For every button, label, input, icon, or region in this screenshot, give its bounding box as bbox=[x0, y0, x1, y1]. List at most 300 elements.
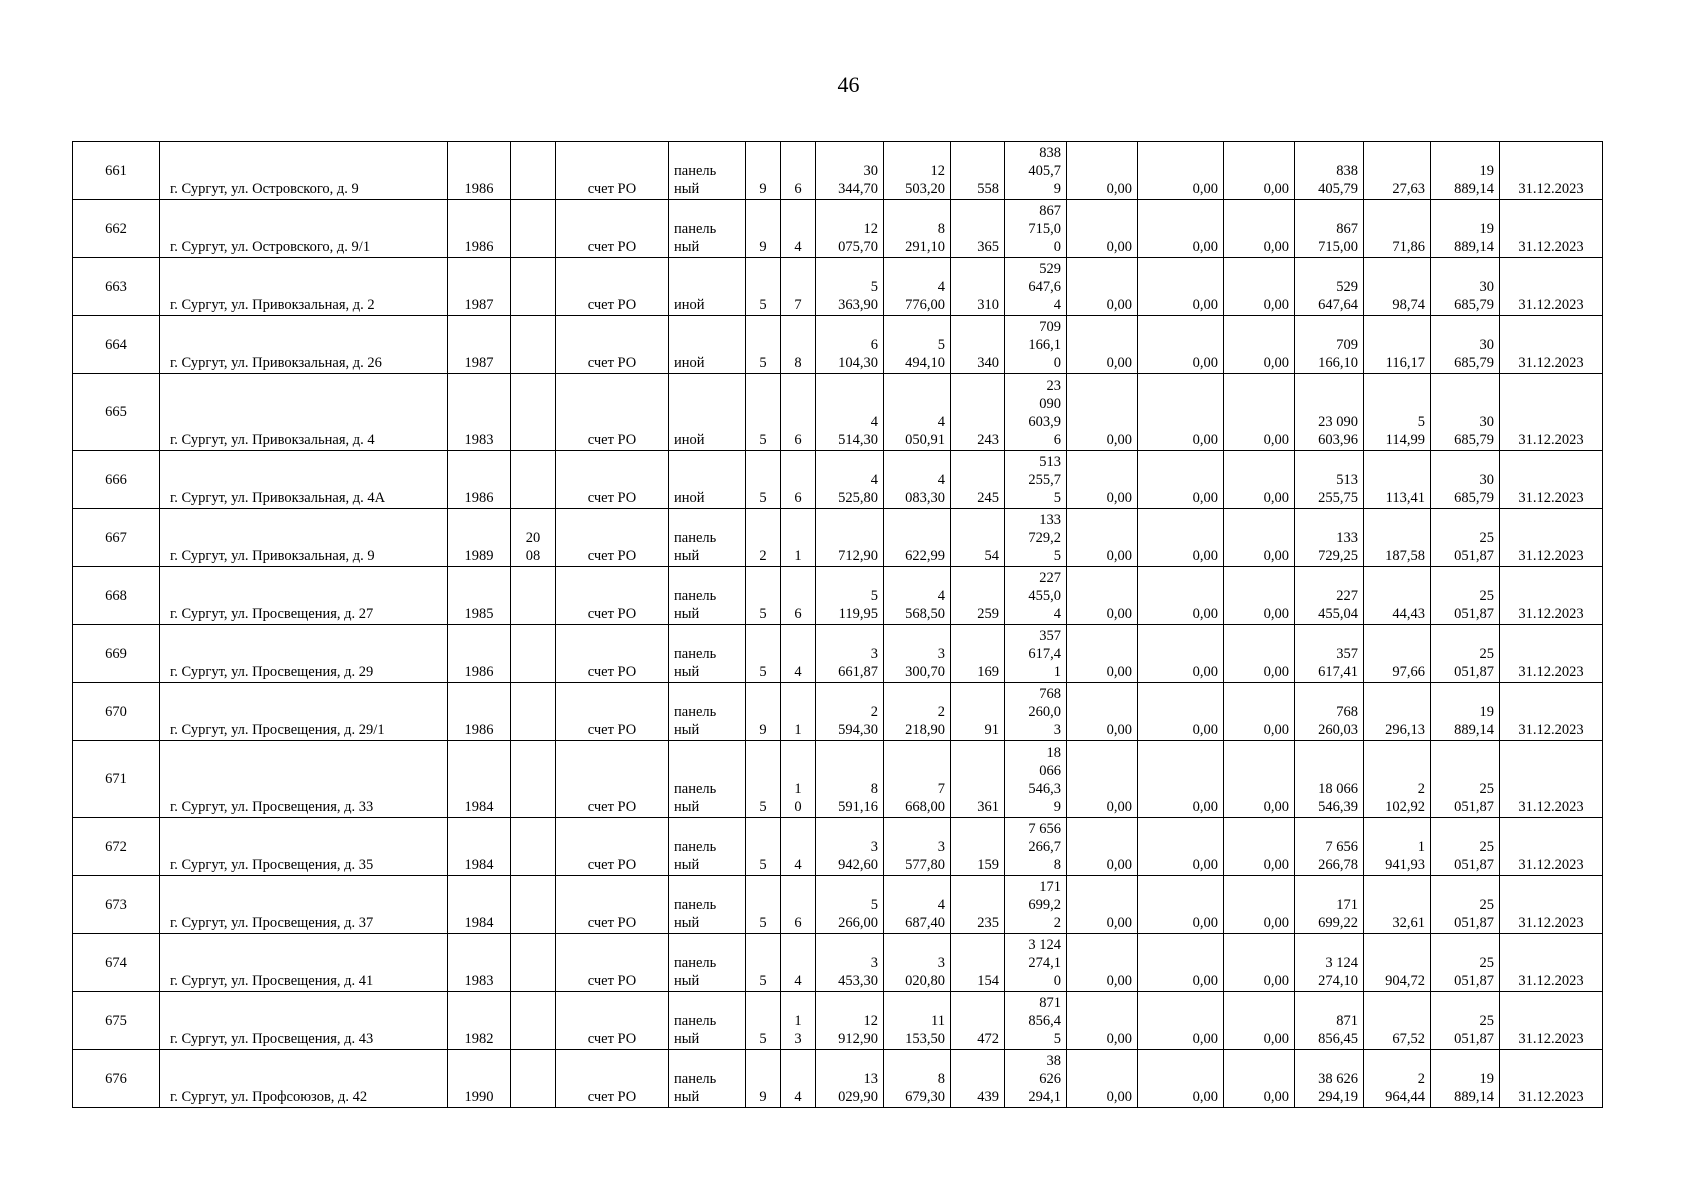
cell-number: 672 bbox=[73, 818, 160, 876]
cell-cost-total: 18 066 546,3 9 bbox=[1005, 741, 1067, 818]
cell-address: г. Сургут, ул. Просвещения, д. 37 bbox=[160, 876, 448, 934]
cell-wall-material: панель ный bbox=[669, 509, 746, 567]
cell-fund-c: 0,00 bbox=[1224, 509, 1295, 567]
cell-limit-per-m2: 25 051,87 bbox=[1431, 567, 1500, 625]
cell-owners-funds: 18 066 546,39 bbox=[1295, 741, 1364, 818]
cell-cost-total: 38 626 294,1 bbox=[1005, 1050, 1067, 1108]
cell-entrances: 4 bbox=[781, 934, 816, 992]
cell-year-built: 1986 bbox=[448, 683, 511, 741]
cell-fund-a: 0,00 bbox=[1067, 876, 1138, 934]
cell-number: 665 bbox=[73, 374, 160, 451]
cell-owners-funds: 7 656 266,78 bbox=[1295, 818, 1364, 876]
cell-floors: 5 bbox=[746, 374, 781, 451]
cell-entrances: 4 bbox=[781, 625, 816, 683]
cell-limit-per-m2: 30 685,79 bbox=[1431, 316, 1500, 374]
cell-cost-total: 709 166,1 0 bbox=[1005, 316, 1067, 374]
cell-year-secondary bbox=[511, 683, 556, 741]
cell-account-type: счет РО bbox=[556, 1050, 669, 1108]
table-row bbox=[73, 625, 1603, 683]
cell-fund-c: 0,00 bbox=[1224, 1050, 1295, 1108]
cell-deadline: 31.12.2023 bbox=[1500, 316, 1603, 374]
cell-fund-a: 0,00 bbox=[1067, 200, 1138, 258]
cell-wall-material: иной bbox=[669, 316, 746, 374]
cell-deadline: 31.12.2023 bbox=[1500, 741, 1603, 818]
cell-area-total: 712,90 bbox=[816, 509, 884, 567]
cell-fund-b: 0,00 bbox=[1138, 992, 1224, 1050]
cell-cost-total: 768 260,0 3 bbox=[1005, 683, 1067, 741]
cell-year-secondary bbox=[511, 876, 556, 934]
cell-cost-total: 7 656 266,7 8 bbox=[1005, 818, 1067, 876]
cell-year-secondary bbox=[511, 625, 556, 683]
cell-year-built: 1986 bbox=[448, 451, 511, 509]
cell-fund-b: 0,00 bbox=[1138, 876, 1224, 934]
cell-area-total: 6 104,30 bbox=[816, 316, 884, 374]
cell-entrances: 4 bbox=[781, 1050, 816, 1108]
cell-number: 676 bbox=[73, 1050, 160, 1108]
cell-address: г. Сургут, ул. Островского, д. 9 bbox=[160, 142, 448, 200]
cell-fund-a: 0,00 bbox=[1067, 1050, 1138, 1108]
cell-address: г. Сургут, ул. Профсоюзов, д. 42 bbox=[160, 1050, 448, 1108]
cell-address: г. Сургут, ул. Просвещения, д. 29/1 bbox=[160, 683, 448, 741]
cell-cost-total: 23 090 603,9 6 bbox=[1005, 374, 1067, 451]
cell-entrances: 1 0 bbox=[781, 741, 816, 818]
cell-fund-b: 0,00 bbox=[1138, 818, 1224, 876]
cell-account-type: счет РО bbox=[556, 741, 669, 818]
cell-floors: 5 bbox=[746, 316, 781, 374]
table-row bbox=[73, 258, 1603, 316]
cell-year-built: 1990 bbox=[448, 1050, 511, 1108]
cell-limit-per-m2: 19 889,14 bbox=[1431, 1050, 1500, 1108]
cell-area-total: 4 525,80 bbox=[816, 451, 884, 509]
cell-fund-c: 0,00 bbox=[1224, 451, 1295, 509]
cell-deadline: 31.12.2023 bbox=[1500, 683, 1603, 741]
cell-area-total: 5 119,95 bbox=[816, 567, 884, 625]
cell-owners-funds: 529 647,64 bbox=[1295, 258, 1364, 316]
cell-deadline: 31.12.2023 bbox=[1500, 567, 1603, 625]
table-row bbox=[73, 509, 1603, 567]
cell-wall-material: панель ный bbox=[669, 625, 746, 683]
cell-entrances: 8 bbox=[781, 316, 816, 374]
cell-address: г. Сургут, ул. Привокзальная, д. 2 bbox=[160, 258, 448, 316]
cell-number: 671 bbox=[73, 741, 160, 818]
cell-cost-per-m2: 98,74 bbox=[1364, 258, 1431, 316]
cell-address: г. Сургут, ул. Просвещения, д. 29 bbox=[160, 625, 448, 683]
cell-cost-per-m2: 1 941,93 bbox=[1364, 818, 1431, 876]
cell-floors: 9 bbox=[746, 683, 781, 741]
cell-year-secondary bbox=[511, 934, 556, 992]
cell-floors: 5 bbox=[746, 992, 781, 1050]
cell-cost-total: 529 647,6 4 bbox=[1005, 258, 1067, 316]
table-body bbox=[73, 142, 1603, 1108]
cell-fund-b: 0,00 bbox=[1138, 567, 1224, 625]
cell-area-total: 30 344,70 bbox=[816, 142, 884, 200]
cell-floors: 2 bbox=[746, 509, 781, 567]
cell-wall-material: панель ный bbox=[669, 142, 746, 200]
cell-number: 661 bbox=[73, 142, 160, 200]
cell-area-living: 4 776,00 bbox=[884, 258, 951, 316]
table-row bbox=[73, 818, 1603, 876]
cell-fund-a: 0,00 bbox=[1067, 567, 1138, 625]
cell-floors: 5 bbox=[746, 625, 781, 683]
cell-fund-a: 0,00 bbox=[1067, 818, 1138, 876]
cell-number: 668 bbox=[73, 567, 160, 625]
cell-address: г. Сургут, ул. Привокзальная, д. 9 bbox=[160, 509, 448, 567]
cell-limit-per-m2: 19 889,14 bbox=[1431, 200, 1500, 258]
cell-fund-b: 0,00 bbox=[1138, 200, 1224, 258]
table-row bbox=[73, 934, 1603, 992]
cell-address: г. Сургут, ул. Просвещения, д. 27 bbox=[160, 567, 448, 625]
cell-limit-per-m2: 30 685,79 bbox=[1431, 451, 1500, 509]
cell-owners-funds: 871 856,45 bbox=[1295, 992, 1364, 1050]
cell-limit-per-m2: 25 051,87 bbox=[1431, 992, 1500, 1050]
cell-account-type: счет РО bbox=[556, 316, 669, 374]
cell-account-type: счет РО bbox=[556, 451, 669, 509]
cell-cost-total: 357 617,4 1 bbox=[1005, 625, 1067, 683]
cell-owners-funds: 838 405,79 bbox=[1295, 142, 1364, 200]
cell-floors: 9 bbox=[746, 1050, 781, 1108]
cell-account-type: счет РО bbox=[556, 876, 669, 934]
cell-wall-material: панель ный bbox=[669, 741, 746, 818]
cell-limit-per-m2: 25 051,87 bbox=[1431, 509, 1500, 567]
cell-deadline: 31.12.2023 bbox=[1500, 934, 1603, 992]
cell-wall-material: иной bbox=[669, 258, 746, 316]
cell-limit-per-m2: 30 685,79 bbox=[1431, 374, 1500, 451]
cell-address: г. Сургут, ул. Островского, д. 9/1 bbox=[160, 200, 448, 258]
cell-wall-material: панель ный bbox=[669, 200, 746, 258]
cell-year-secondary bbox=[511, 258, 556, 316]
cell-fund-a: 0,00 bbox=[1067, 374, 1138, 451]
cell-owners-funds: 513 255,75 bbox=[1295, 451, 1364, 509]
cell-cost-per-m2: 67,52 bbox=[1364, 992, 1431, 1050]
cell-fund-c: 0,00 bbox=[1224, 200, 1295, 258]
cell-address: г. Сургут, ул. Привокзальная, д. 26 bbox=[160, 316, 448, 374]
cell-owners-funds: 709 166,10 bbox=[1295, 316, 1364, 374]
cell-number: 664 bbox=[73, 316, 160, 374]
cell-year-built: 1986 bbox=[448, 200, 511, 258]
cell-residents: 310 bbox=[951, 258, 1005, 316]
cell-deadline: 31.12.2023 bbox=[1500, 258, 1603, 316]
cell-residents: 439 bbox=[951, 1050, 1005, 1108]
cell-year-built: 1987 bbox=[448, 316, 511, 374]
cell-area-living: 4 687,40 bbox=[884, 876, 951, 934]
cell-owners-funds: 3 124 274,10 bbox=[1295, 934, 1364, 992]
cell-cost-per-m2: 113,41 bbox=[1364, 451, 1431, 509]
housing-registry-table bbox=[72, 141, 1603, 1108]
cell-fund-a: 0,00 bbox=[1067, 142, 1138, 200]
cell-entrances: 1 bbox=[781, 683, 816, 741]
cell-wall-material: панель ный bbox=[669, 567, 746, 625]
cell-area-total: 13 029,90 bbox=[816, 1050, 884, 1108]
cell-area-living: 8 291,10 bbox=[884, 200, 951, 258]
cell-cost-total: 133 729,2 5 bbox=[1005, 509, 1067, 567]
table-row bbox=[73, 741, 1603, 818]
cell-area-living: 11 153,50 bbox=[884, 992, 951, 1050]
cell-residents: 472 bbox=[951, 992, 1005, 1050]
cell-area-total: 4 514,30 bbox=[816, 374, 884, 451]
cell-wall-material: панель ный bbox=[669, 876, 746, 934]
cell-owners-funds: 171 699,22 bbox=[1295, 876, 1364, 934]
cell-year-secondary: 20 08 bbox=[511, 509, 556, 567]
cell-fund-a: 0,00 bbox=[1067, 625, 1138, 683]
cell-fund-b: 0,00 bbox=[1138, 1050, 1224, 1108]
cell-residents: 154 bbox=[951, 934, 1005, 992]
cell-limit-per-m2: 25 051,87 bbox=[1431, 625, 1500, 683]
cell-year-secondary bbox=[511, 567, 556, 625]
cell-fund-c: 0,00 bbox=[1224, 818, 1295, 876]
cell-year-built: 1982 bbox=[448, 992, 511, 1050]
cell-floors: 9 bbox=[746, 200, 781, 258]
table-row bbox=[73, 200, 1603, 258]
cell-cost-total: 871 856,4 5 bbox=[1005, 992, 1067, 1050]
cell-residents: 245 bbox=[951, 451, 1005, 509]
cell-year-built: 1983 bbox=[448, 934, 511, 992]
cell-cost-per-m2: 296,13 bbox=[1364, 683, 1431, 741]
cell-wall-material: иной bbox=[669, 374, 746, 451]
cell-address: г. Сургут, ул. Просвещения, д. 35 bbox=[160, 818, 448, 876]
table-row bbox=[73, 374, 1603, 451]
cell-deadline: 31.12.2023 bbox=[1500, 1050, 1603, 1108]
cell-entrances: 4 bbox=[781, 818, 816, 876]
cell-cost-per-m2: 71,86 bbox=[1364, 200, 1431, 258]
cell-account-type: счет РО bbox=[556, 142, 669, 200]
cell-fund-c: 0,00 bbox=[1224, 741, 1295, 818]
cell-fund-a: 0,00 bbox=[1067, 451, 1138, 509]
cell-fund-b: 0,00 bbox=[1138, 741, 1224, 818]
cell-number: 673 bbox=[73, 876, 160, 934]
cell-fund-b: 0,00 bbox=[1138, 258, 1224, 316]
cell-limit-per-m2: 30 685,79 bbox=[1431, 258, 1500, 316]
cell-wall-material: панель ный bbox=[669, 992, 746, 1050]
cell-area-total: 12 912,90 bbox=[816, 992, 884, 1050]
cell-area-total: 5 363,90 bbox=[816, 258, 884, 316]
cell-wall-material: панель ный bbox=[669, 683, 746, 741]
cell-residents: 91 bbox=[951, 683, 1005, 741]
cell-account-type: счет РО bbox=[556, 509, 669, 567]
cell-owners-funds: 227 455,04 bbox=[1295, 567, 1364, 625]
cell-wall-material: панель ный bbox=[669, 1050, 746, 1108]
cell-cost-total: 171 699,2 2 bbox=[1005, 876, 1067, 934]
cell-cost-total: 867 715,0 0 bbox=[1005, 200, 1067, 258]
cell-cost-per-m2: 2 102,92 bbox=[1364, 741, 1431, 818]
cell-floors: 5 bbox=[746, 741, 781, 818]
cell-limit-per-m2: 25 051,87 bbox=[1431, 876, 1500, 934]
cell-year-secondary bbox=[511, 200, 556, 258]
cell-area-total: 12 075,70 bbox=[816, 200, 884, 258]
cell-deadline: 31.12.2023 bbox=[1500, 200, 1603, 258]
cell-year-secondary bbox=[511, 316, 556, 374]
table-row bbox=[73, 683, 1603, 741]
cell-owners-funds: 133 729,25 bbox=[1295, 509, 1364, 567]
cell-account-type: счет РО bbox=[556, 374, 669, 451]
cell-fund-c: 0,00 bbox=[1224, 567, 1295, 625]
cell-area-total: 5 266,00 bbox=[816, 876, 884, 934]
cell-area-living: 3 577,80 bbox=[884, 818, 951, 876]
cell-fund-a: 0,00 bbox=[1067, 992, 1138, 1050]
cell-account-type: счет РО bbox=[556, 683, 669, 741]
cell-year-built: 1984 bbox=[448, 876, 511, 934]
cell-fund-c: 0,00 bbox=[1224, 258, 1295, 316]
cell-area-total: 3 661,87 bbox=[816, 625, 884, 683]
cell-fund-a: 0,00 bbox=[1067, 316, 1138, 374]
cell-fund-b: 0,00 bbox=[1138, 374, 1224, 451]
cell-cost-per-m2: 44,43 bbox=[1364, 567, 1431, 625]
cell-residents: 340 bbox=[951, 316, 1005, 374]
cell-wall-material: панель ный bbox=[669, 818, 746, 876]
cell-area-total: 3 453,30 bbox=[816, 934, 884, 992]
cell-deadline: 31.12.2023 bbox=[1500, 374, 1603, 451]
cell-cost-per-m2: 27,63 bbox=[1364, 142, 1431, 200]
cell-fund-c: 0,00 bbox=[1224, 876, 1295, 934]
cell-account-type: счет РО bbox=[556, 258, 669, 316]
cell-fund-a: 0,00 bbox=[1067, 741, 1138, 818]
cell-account-type: счет РО bbox=[556, 625, 669, 683]
cell-year-built: 1986 bbox=[448, 625, 511, 683]
cell-fund-b: 0,00 bbox=[1138, 934, 1224, 992]
cell-floors: 5 bbox=[746, 818, 781, 876]
cell-area-living: 8 679,30 bbox=[884, 1050, 951, 1108]
table-row bbox=[73, 142, 1603, 200]
cell-fund-b: 0,00 bbox=[1138, 451, 1224, 509]
cell-fund-b: 0,00 bbox=[1138, 142, 1224, 200]
cell-area-living: 3 300,70 bbox=[884, 625, 951, 683]
cell-year-secondary bbox=[511, 992, 556, 1050]
cell-fund-b: 0,00 bbox=[1138, 625, 1224, 683]
cell-residents: 159 bbox=[951, 818, 1005, 876]
cell-area-total: 3 942,60 bbox=[816, 818, 884, 876]
cell-entrances: 7 bbox=[781, 258, 816, 316]
table-row bbox=[73, 992, 1603, 1050]
cell-account-type: счет РО bbox=[556, 934, 669, 992]
cell-fund-c: 0,00 bbox=[1224, 374, 1295, 451]
cell-cost-per-m2: 187,58 bbox=[1364, 509, 1431, 567]
cell-wall-material: иной bbox=[669, 451, 746, 509]
cell-year-secondary bbox=[511, 142, 556, 200]
cell-address: г. Сургут, ул. Привокзальная, д. 4А bbox=[160, 451, 448, 509]
cell-address: г. Сургут, ул. Просвещения, д. 43 bbox=[160, 992, 448, 1050]
cell-floors: 5 bbox=[746, 876, 781, 934]
cell-floors: 5 bbox=[746, 934, 781, 992]
cell-number: 663 bbox=[73, 258, 160, 316]
cell-year-built: 1984 bbox=[448, 741, 511, 818]
table-row bbox=[73, 451, 1603, 509]
cell-residents: 169 bbox=[951, 625, 1005, 683]
cell-fund-c: 0,00 bbox=[1224, 992, 1295, 1050]
cell-limit-per-m2: 25 051,87 bbox=[1431, 934, 1500, 992]
cell-fund-a: 0,00 bbox=[1067, 934, 1138, 992]
cell-fund-b: 0,00 bbox=[1138, 509, 1224, 567]
cell-year-built: 1986 bbox=[448, 142, 511, 200]
cell-area-living: 4 083,30 bbox=[884, 451, 951, 509]
page-number: 46 bbox=[837, 72, 860, 97]
cell-number: 666 bbox=[73, 451, 160, 509]
cell-floors: 9 bbox=[746, 142, 781, 200]
table-row bbox=[73, 316, 1603, 374]
cell-year-built: 1987 bbox=[448, 258, 511, 316]
cell-entrances: 6 bbox=[781, 374, 816, 451]
cell-residents: 243 bbox=[951, 374, 1005, 451]
cell-area-total: 8 591,16 bbox=[816, 741, 884, 818]
cell-cost-total: 513 255,7 5 bbox=[1005, 451, 1067, 509]
table-row bbox=[73, 1050, 1603, 1108]
cell-fund-c: 0,00 bbox=[1224, 683, 1295, 741]
cell-cost-per-m2: 5 114,99 bbox=[1364, 374, 1431, 451]
cell-fund-c: 0,00 bbox=[1224, 142, 1295, 200]
cell-cost-total: 838 405,7 9 bbox=[1005, 142, 1067, 200]
cell-fund-a: 0,00 bbox=[1067, 258, 1138, 316]
cell-account-type: счет РО bbox=[556, 567, 669, 625]
cell-floors: 5 bbox=[746, 567, 781, 625]
cell-area-living: 5 494,10 bbox=[884, 316, 951, 374]
cell-cost-per-m2: 116,17 bbox=[1364, 316, 1431, 374]
cell-fund-a: 0,00 bbox=[1067, 683, 1138, 741]
cell-cost-per-m2: 97,66 bbox=[1364, 625, 1431, 683]
cell-entrances: 1 bbox=[781, 509, 816, 567]
cell-year-secondary bbox=[511, 374, 556, 451]
cell-deadline: 31.12.2023 bbox=[1500, 625, 1603, 683]
cell-deadline: 31.12.2023 bbox=[1500, 992, 1603, 1050]
cell-wall-material: панель ный bbox=[669, 934, 746, 992]
cell-entrances: 1 3 bbox=[781, 992, 816, 1050]
cell-entrances: 6 bbox=[781, 142, 816, 200]
cell-fund-b: 0,00 bbox=[1138, 683, 1224, 741]
cell-entrances: 4 bbox=[781, 200, 816, 258]
table-row bbox=[73, 567, 1603, 625]
cell-deadline: 31.12.2023 bbox=[1500, 876, 1603, 934]
cell-fund-a: 0,00 bbox=[1067, 509, 1138, 567]
cell-limit-per-m2: 25 051,87 bbox=[1431, 741, 1500, 818]
cell-floors: 5 bbox=[746, 258, 781, 316]
cell-year-secondary bbox=[511, 451, 556, 509]
cell-address: г. Сургут, ул. Просвещения, д. 33 bbox=[160, 741, 448, 818]
cell-area-living: 3 020,80 bbox=[884, 934, 951, 992]
cell-cost-per-m2: 2 964,44 bbox=[1364, 1050, 1431, 1108]
cell-owners-funds: 38 626 294,19 bbox=[1295, 1050, 1364, 1108]
cell-number: 662 bbox=[73, 200, 160, 258]
cell-residents: 558 bbox=[951, 142, 1005, 200]
cell-number: 669 bbox=[73, 625, 160, 683]
cell-year-built: 1985 bbox=[448, 567, 511, 625]
cell-account-type: счет РО bbox=[556, 200, 669, 258]
cell-residents: 365 bbox=[951, 200, 1005, 258]
cell-cost-per-m2: 904,72 bbox=[1364, 934, 1431, 992]
cell-area-living: 2 218,90 bbox=[884, 683, 951, 741]
cell-limit-per-m2: 19 889,14 bbox=[1431, 142, 1500, 200]
cell-owners-funds: 768 260,03 bbox=[1295, 683, 1364, 741]
cell-cost-total: 227 455,0 4 bbox=[1005, 567, 1067, 625]
cell-residents: 54 bbox=[951, 509, 1005, 567]
cell-address: г. Сургут, ул. Просвещения, д. 41 bbox=[160, 934, 448, 992]
cell-area-total: 2 594,30 bbox=[816, 683, 884, 741]
cell-area-living: 12 503,20 bbox=[884, 142, 951, 200]
cell-residents: 259 bbox=[951, 567, 1005, 625]
cell-fund-c: 0,00 bbox=[1224, 934, 1295, 992]
cell-year-secondary bbox=[511, 741, 556, 818]
cell-entrances: 6 bbox=[781, 876, 816, 934]
cell-owners-funds: 357 617,41 bbox=[1295, 625, 1364, 683]
cell-residents: 235 bbox=[951, 876, 1005, 934]
cell-area-living: 4 050,91 bbox=[884, 374, 951, 451]
cell-deadline: 31.12.2023 bbox=[1500, 142, 1603, 200]
cell-year-built: 1984 bbox=[448, 818, 511, 876]
cell-year-secondary bbox=[511, 1050, 556, 1108]
cell-residents: 361 bbox=[951, 741, 1005, 818]
cell-cost-per-m2: 32,61 bbox=[1364, 876, 1431, 934]
cell-number: 667 bbox=[73, 509, 160, 567]
cell-deadline: 31.12.2023 bbox=[1500, 451, 1603, 509]
cell-limit-per-m2: 19 889,14 bbox=[1431, 683, 1500, 741]
cell-owners-funds: 23 090 603,96 bbox=[1295, 374, 1364, 451]
cell-entrances: 6 bbox=[781, 451, 816, 509]
